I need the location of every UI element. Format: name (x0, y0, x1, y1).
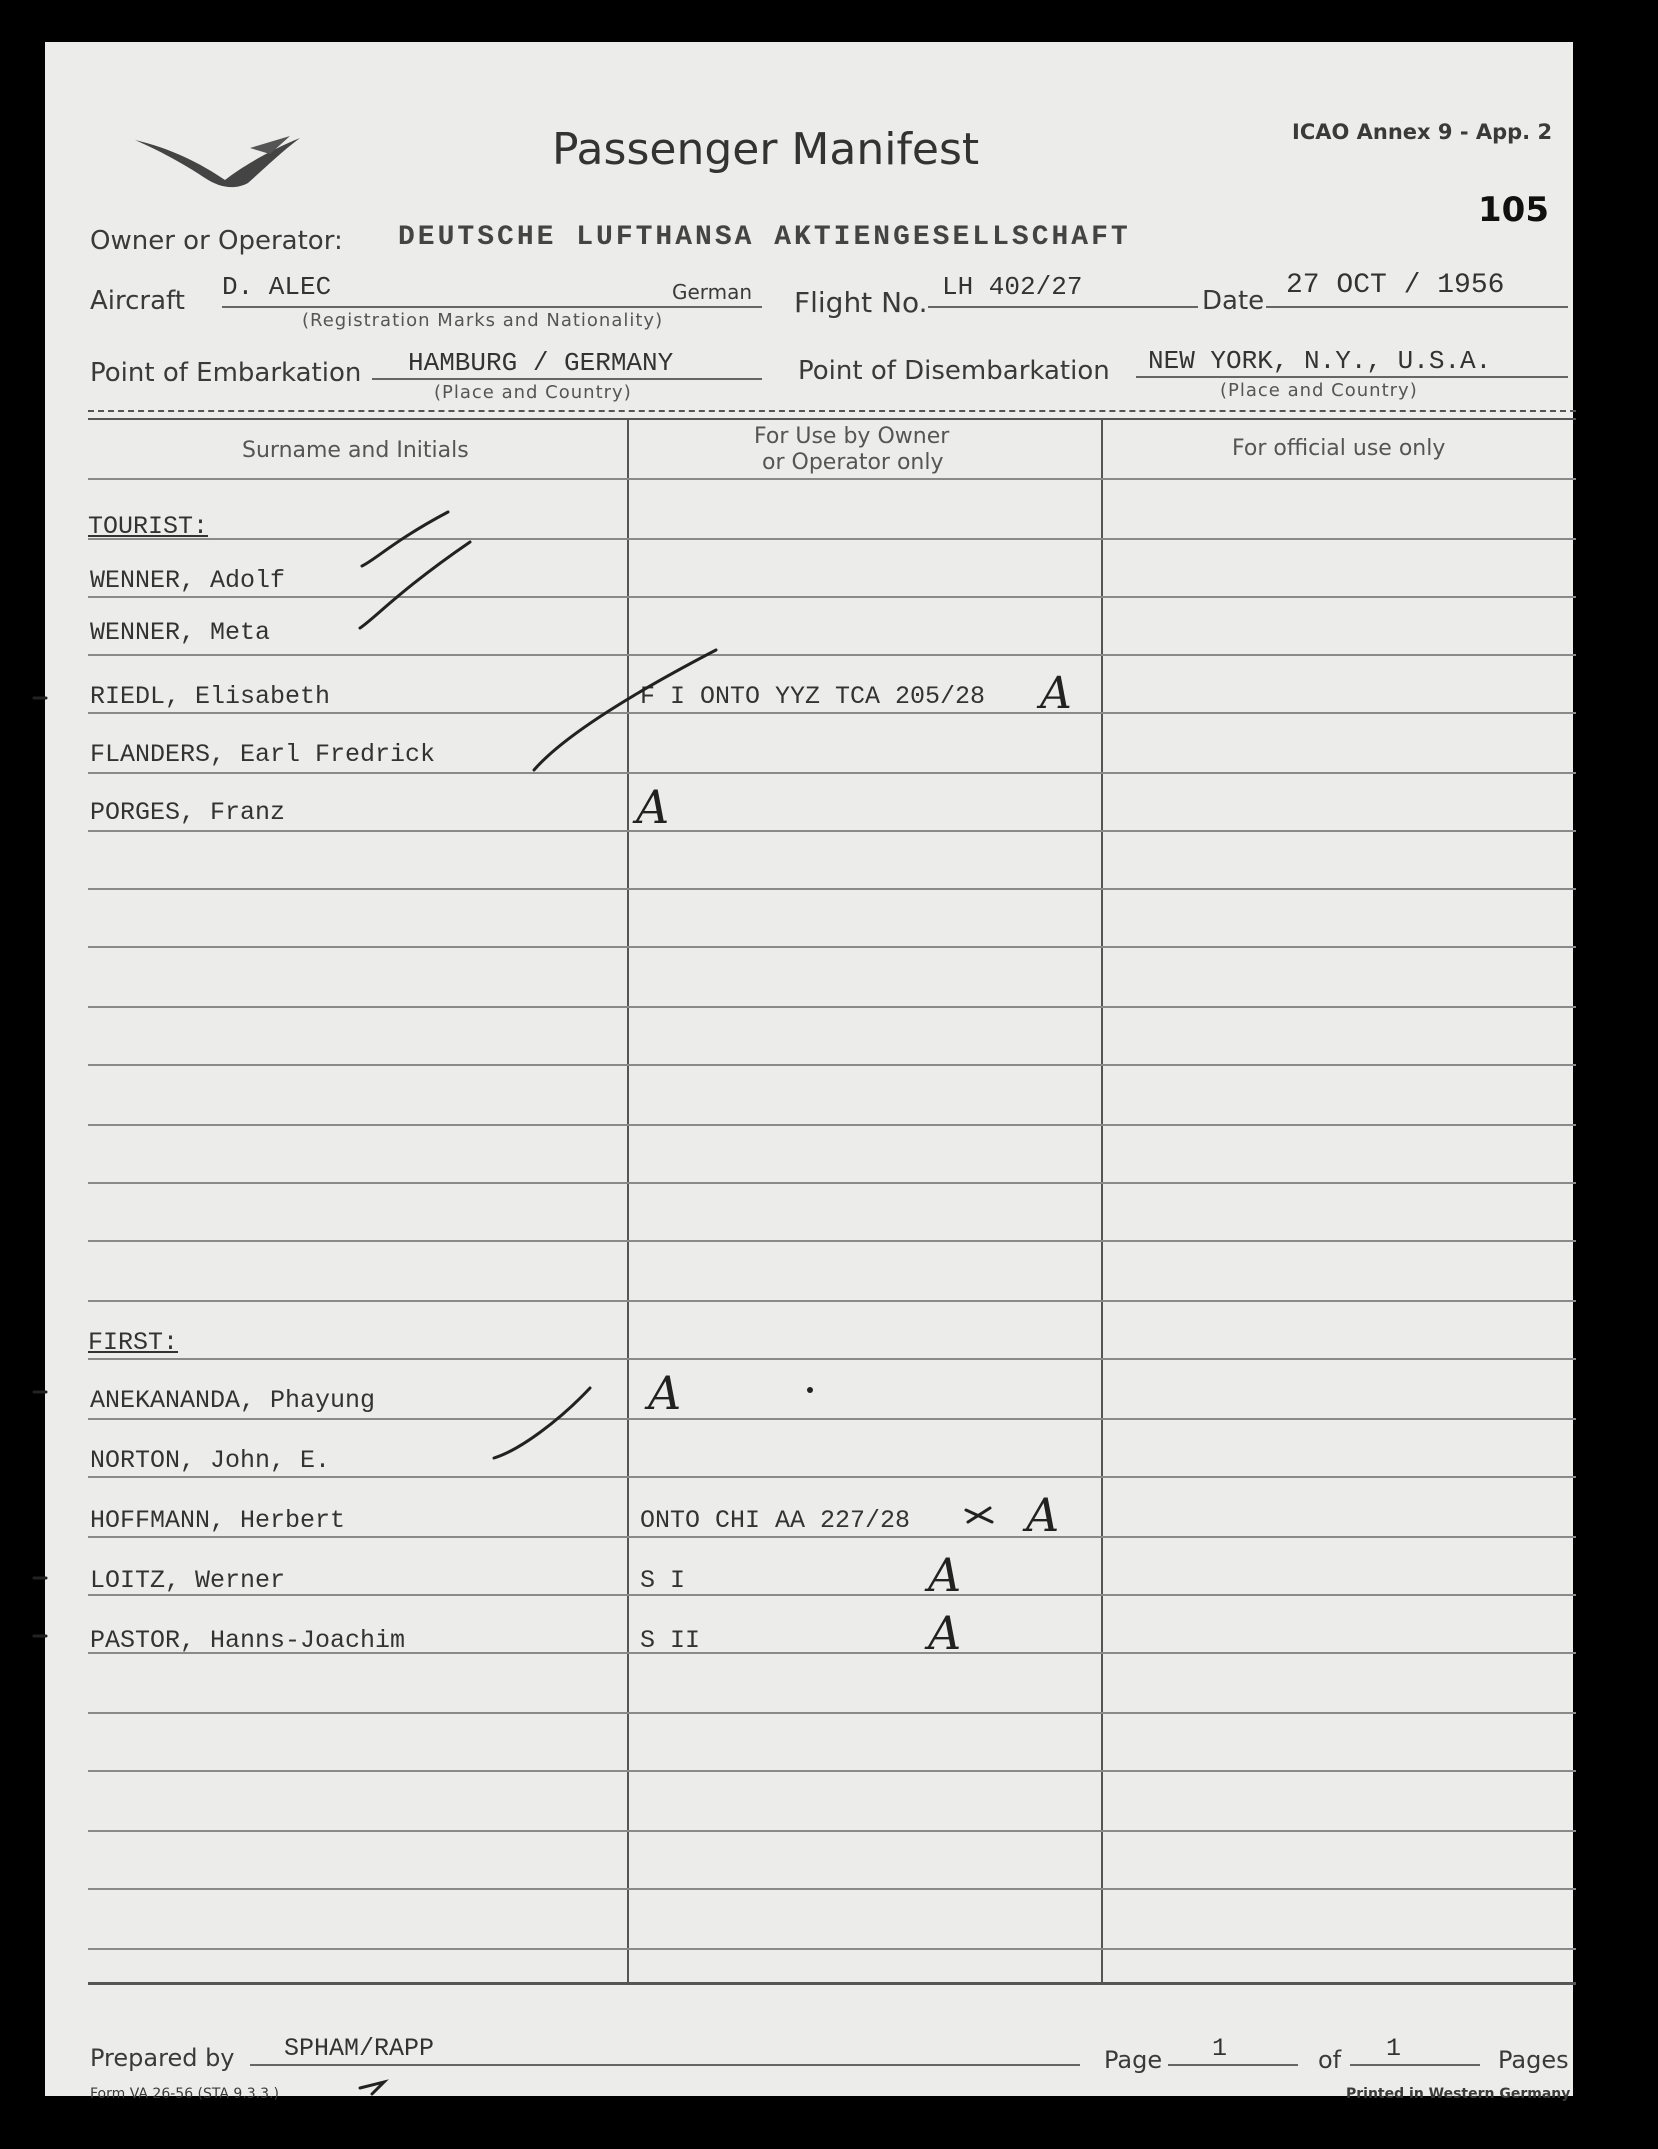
passenger-name: WENNER, Meta (90, 618, 271, 647)
form-reference: Form VA 26-56 (STA 9.3.3.) (90, 2086, 279, 2102)
operator-note: ONTO CHI AA 227/28 (640, 1506, 911, 1535)
passenger-name: NORTON, John, E. (90, 1446, 331, 1475)
page-value: 1 (1212, 2034, 1228, 2063)
pages-label: Pages (1498, 2046, 1569, 2074)
aircraft-label: Aircraft (90, 286, 185, 316)
aircraft-nationality: German (672, 280, 753, 304)
approval-mark: A (928, 1548, 962, 1602)
approval-mark: A (648, 1366, 682, 1420)
approval-mark: A (636, 780, 670, 834)
passenger-name: LOITZ, Werner (90, 1566, 286, 1595)
operator-note: S II (640, 1626, 701, 1655)
printed-in: Printed in Western Germany (1346, 2086, 1571, 2102)
passenger-name: FLANDERS, Earl Fredrick (90, 740, 436, 769)
page-title: Passenger Manifest (552, 124, 980, 175)
date-value: 27 OCT / 1956 (1286, 270, 1505, 301)
operator-note: S I (640, 1566, 686, 1595)
disembark-value: NEW YORK, N.Y., U.S.A. (1148, 346, 1492, 376)
icao-reference: ICAO Annex 9 - App. 2 (1292, 120, 1553, 144)
aircraft-caption: (Registration Marks and Nationality) (302, 310, 664, 331)
flight-value: LH 402/27 (942, 272, 1083, 302)
passenger-name: ANEKANANDA, Phayung (90, 1386, 376, 1415)
col-header-owner-use-2: or Operator only (762, 450, 944, 475)
passenger-name: WENNER, Adolf (90, 566, 286, 595)
prepared-value: SPHAM/RAPP (284, 2034, 435, 2063)
of-value: 1 (1386, 2034, 1402, 2063)
embark-value: HAMBURG / GERMANY (408, 348, 674, 378)
date-label: Date (1202, 286, 1265, 316)
of-label: of (1318, 2046, 1342, 2074)
col-header-surname: Surname and Initials (242, 438, 469, 463)
section-first: FIRST: (88, 1328, 179, 1357)
disembark-caption: (Place and Country) (1220, 380, 1418, 401)
col-header-owner-use-1: For Use by Owner (754, 424, 950, 449)
approval-mark: A (1040, 668, 1072, 719)
approval-mark: A (928, 1606, 962, 1660)
col-header-official: For official use only (1232, 436, 1446, 461)
passenger-name: HOFFMANN, Herbert (90, 1506, 346, 1535)
passenger-name: PORGES, Franz (90, 798, 286, 827)
embark-label: Point of Embarkation (90, 358, 362, 388)
passenger-name: PASTOR, Hanns-Joachim (90, 1626, 406, 1655)
passenger-name: RIEDL, Elisabeth (90, 682, 331, 711)
prepared-label: Prepared by (90, 2044, 235, 2072)
owner-label: Owner or Operator: (90, 226, 343, 256)
operator-note: F I ONTO YYZ TCA 205/28 (640, 682, 986, 711)
aircraft-value: D. ALEC (222, 272, 332, 302)
embark-caption: (Place and Country) (434, 382, 632, 403)
page-label: Page (1104, 2046, 1163, 2074)
approval-mark: A (1026, 1488, 1060, 1542)
page-number: 105 (1478, 190, 1549, 230)
owner-value: DEUTSCHE LUFTHANSA AKTIENGESELLSCHAFT (398, 222, 1131, 253)
flight-label: Flight No. (794, 286, 928, 319)
disembark-label: Point of Disembarkation (798, 356, 1110, 386)
section-tourist: TOURIST: (88, 512, 209, 541)
